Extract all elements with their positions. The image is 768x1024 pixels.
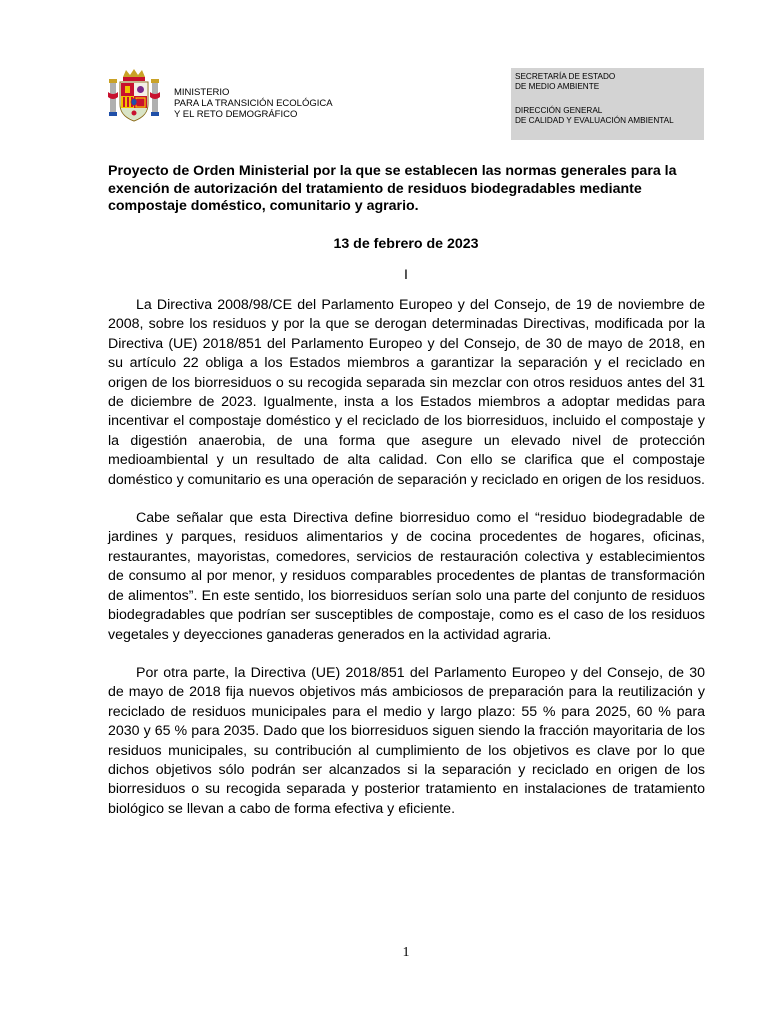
ministry-line: PARA LA TRANSICIÓN ECOLÓGICA bbox=[174, 98, 333, 109]
page-number: 1 bbox=[402, 945, 410, 960]
paragraph: La Directiva 2008/98/CE del Parlamento Europeo y del Consejo, de 19 de noviembre de 2008, sobre los residuos y por la que se derogan determinadas Directivas, modificada por la Directiva (UE) 2018/851 del Parlamento Europeo y del Consejo, de 30 de mayo de 2018, en su artículo 22 obliga a los Estados miembros a garantizar la separación y el reciclado en origen de los biorresiduos o su recogida separada sin mezclar con otros residuos antes del 31 de diciembre de 2023. Igualmente, insta a los Estados miembros a adoptar medidas para incentivar el compostaje doméstico y el reciclado de los biorresiduos, incluido el compostaje y la digestión anaerobia, de una forma que asegure un elevado nivel de protección medioambiental y un resultado de alta calidad. Con ello se clarifica que el compostaje doméstico y comunitario es una operación de separación y reciclado en origen de los residuos. bbox=[108, 297, 706, 488]
section-heading: I bbox=[404, 267, 408, 283]
department-box bbox=[511, 68, 704, 140]
document-title: Proyecto de Orden Ministerial por la que se establecen las normas generales para la exención de autorización del tratamiento de residuos biodegradables mediante compostaje doméstico, comunitario y agrario. bbox=[108, 163, 677, 214]
document-body bbox=[108, 296, 705, 838]
document-date: 13 de febrero de 2023 bbox=[333, 236, 479, 252]
direccion-line: DIRECCIÓN GENERAL bbox=[515, 106, 603, 116]
ministry-line: Y EL RETO DEMOGRÁFICO bbox=[174, 109, 298, 120]
spain-coat-of-arms-icon bbox=[108, 68, 160, 124]
direccion-line: DE CALIDAD Y EVALUACIÓN AMBIENTAL bbox=[515, 115, 674, 125]
ministry-line: MINISTERIO bbox=[174, 87, 230, 98]
paragraph: Por otra parte, la Directiva (UE) 2018/851 del Parlamento Europeo y del Consejo, de 30 de mayo de 2018 fija nuevos objetivos más ambiciosos de preparación para la reutilización y reciclado de residuos municipales para el medio y largo plazo: 55 % para 2025, 60 % para 2030 y 65 % para 2035. Dado que los biorresiduos siguen siendo la fracción mayoritaria de los residuos municipales, su contribución al cumplimiento de los objetivos es clave por lo que dichos objetivos sólo podrán ser alcanzados si la separación y reciclado en origen de los biorresiduos o su recogida separada y posterior tratamiento en instalaciones de tratamiento biológico se llevan a cabo de forma efectiva y eficiente. bbox=[108, 664, 705, 817]
secretaria-line: SECRETARÍA DE ESTADO bbox=[515, 72, 616, 81]
letterhead bbox=[108, 68, 704, 140]
paragraph: Cabe señalar que esta Directiva define biorresiduo como el “residuo biodegradable de jardines y parques, residuos alimentarios y de cocina procedentes de hogares, oficinas, restaurantes, mayoristas, comedores, servicios de restauración colectiva y establecimientos de consumo al por menor, y residuos comparables procedentes de plantas de transformación de alimentos”. En este sentido, los biorresiduos serían solo una parte del conjunto de residuos biodegradables que podrían ser susceptibles de compostaje, como es el caso de los residuos vegetales y deyecciones ganaderas generados en la actividad agraria. bbox=[108, 510, 705, 643]
ministry-name bbox=[174, 87, 333, 120]
secretaria-line: DE MEDIO AMBIENTE bbox=[515, 81, 600, 91]
